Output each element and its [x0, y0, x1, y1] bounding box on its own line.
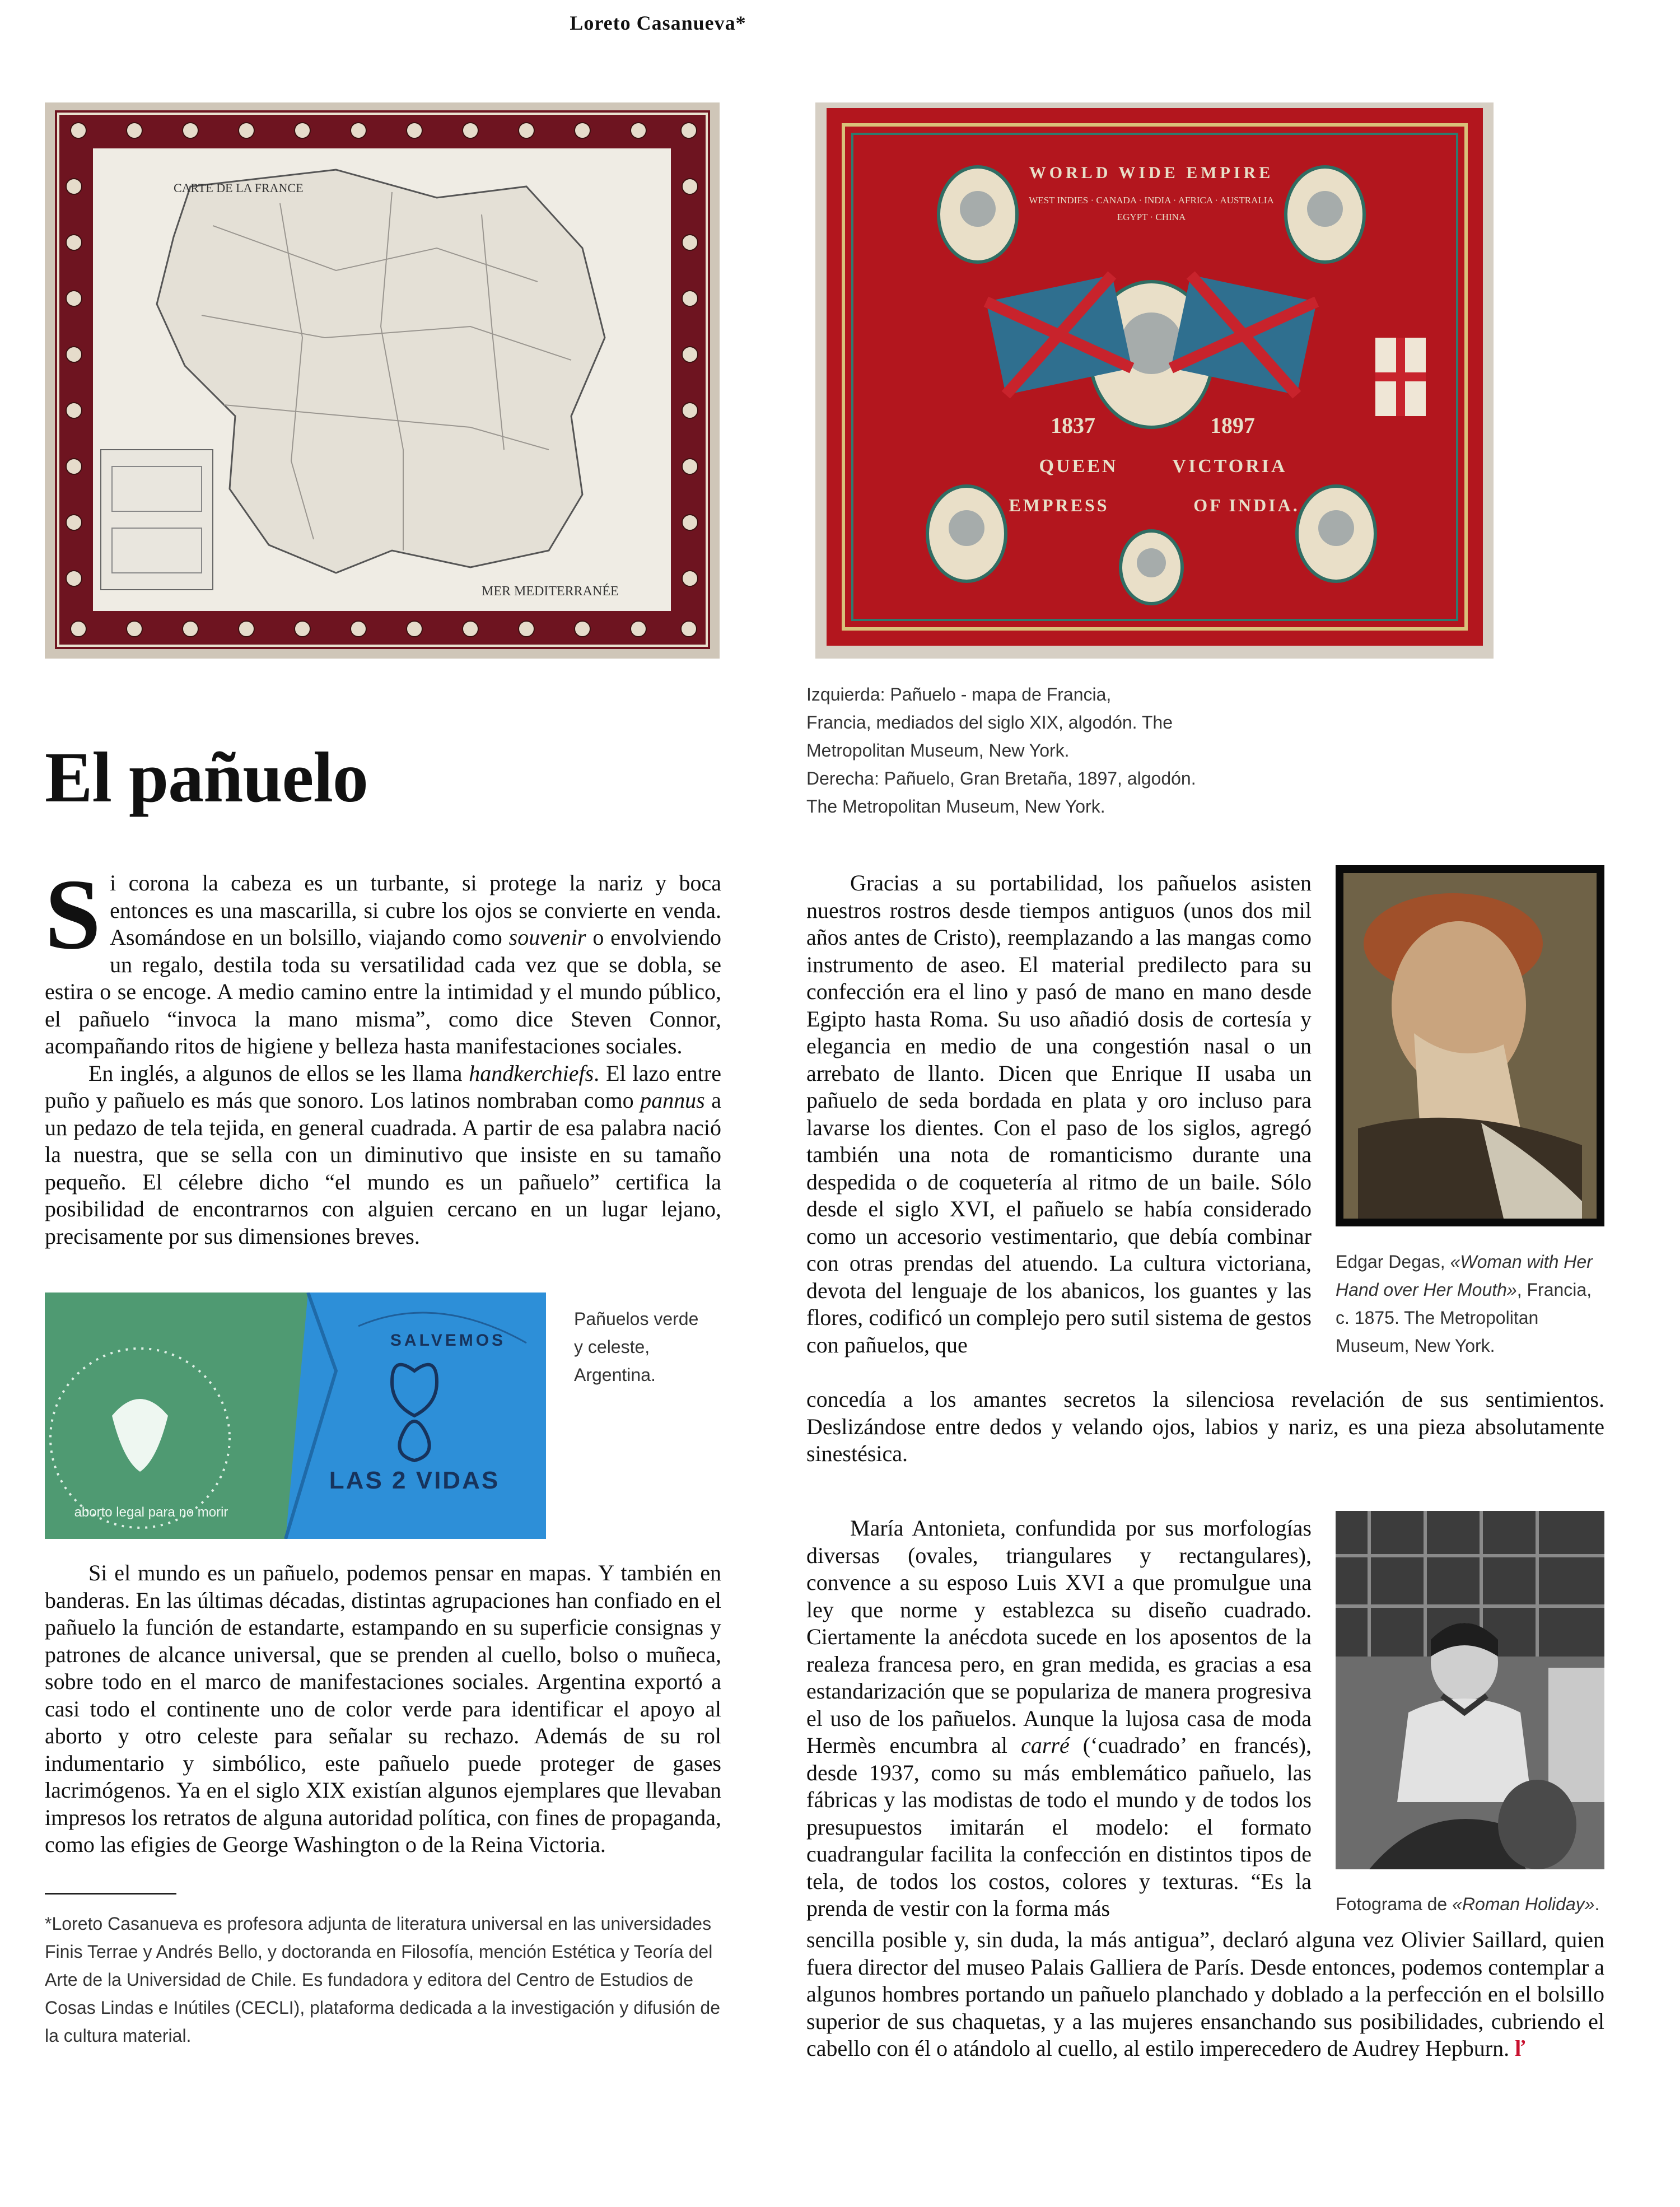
caption-line: Francia, mediados del siglo XIX, algodón. The [806, 712, 1173, 732]
caption-title: «Woman with Her Hand over Her Mouth» [1336, 1252, 1593, 1300]
victoria-empress-text: EMPRESS [1009, 495, 1109, 515]
paragraph-text: a un pedazo de tela tejida, en general cuadrada. A partir de esa palabra nació la nuestra, que se sella con un diminutivo que insiste en su tamaño pequeño. El célebre dicho “el mundo es un pañuelo” certifica la posibilidad de encontrarnos con alguien cercano en un lugar lejano, precisamente por sus dimensiones breves. [45, 1088, 722, 1249]
roman-holiday-caption [1336, 1890, 1604, 1918]
protest-scarves-image [45, 1293, 546, 1539]
paragraph-text: o envolviendo un regalo, destila toda su versatilidad cada vez que se dobla, se estira o se encoge. A medio camino entre la intimidad y el mundo público, el pañuelo “invoca la mano misma”, como dice Steven Connor, acompañando ritos de higiene y belleza hasta manifestaciones sociales. [45, 925, 721, 1058]
victoria-scarf-image [815, 102, 1494, 659]
blue-scarf-bottom-text: LAS 2 VIDAS [329, 1467, 500, 1494]
caption-line: y celeste, [574, 1337, 650, 1357]
paragraph-5-continued [806, 1926, 1604, 2063]
caption-line: Derecha: Pañuelo, Gran Bretaña, 1897, algodón. [806, 768, 1196, 788]
paragraph-2 [45, 1060, 721, 1251]
map-sea-text: MER MEDITERRANÉE [482, 584, 619, 599]
left-column-bottom [45, 1560, 721, 1859]
article-title: El pañuelo [45, 738, 368, 817]
map-title-text: CARTE DE LA FRANCE [174, 181, 304, 195]
victoria-inner-names2-text: EGYPT · CHINA [1117, 212, 1186, 222]
caption-text: . [1594, 1894, 1600, 1914]
degas-painting-image [1336, 865, 1604, 1226]
victoria-name-text: VICTORIA [1172, 456, 1287, 477]
victoria-queen-text: QUEEN [1039, 456, 1118, 477]
scarves-caption [806, 680, 1299, 820]
paragraph-5 [806, 1515, 1312, 1923]
paragraph-3: Si el mundo es un pañuelo, podemos pensar en mapas. Y también en banderas. En las últimas décadas, distintas agrupaciones han confiado en el pañuelo la función de estandarte, estampando en su superficie consignas y patrones de alcance universal, que se prenden al cuello, bolso o muñeca, sobre todo en el marco de manifestaciones sociales. Argentina exportó a casi todo el continente uno de color verde para identificar el apoyo al aborto y otro celeste para señalar su rechazo. Además de su rol indumentario y simbólico, este pañuelo puede proteger de gases lacrimógenos. Ya en el siglo XIX existían algunos ejemplares que llevaban impresos los retratos de alguna autoridad política, con fines de propaganda, como las efigies de George Washington o de la Reina Victoria. [45, 1560, 721, 1857]
blue-scarf-top-text: SALVEMOS [390, 1331, 506, 1350]
right-column-p4-narrow [806, 870, 1312, 1359]
caption-line: Argentina. [574, 1365, 656, 1385]
caption-text: Edgar Degas, [1336, 1252, 1450, 1272]
paragraph-4: Gracias a su portabilidad, los pañuelos asisten nuestros rostros desde tiempos antiguos (unos dos mil años antes de Cristo), reemplazando a las mangas como instrumento de aseo. El material predilecto para su confección era el lino y pasó de mano en mano desde Egipto hasta Roma. Su uso añadió dosis de cortesía y elegancia en medio de una congestión nasal o un arrebato de llanto. Dicen que Enrique II usaba un pañuelo de seda bordada en plata y oro incluso para lavarse los dientes. Con el paso de los siglos, agregó también una nota de romanticismo durante una despedida o de coquetería al ritmo de un baile. Sólo desde el siglo XVI, el pañuelo se había considerado como un accesorio vestimentario, que debía combinar con otras prendas del atuendo. La cultura victoriana, devota del lenguaje de los abanicos, los guantes y las flores, codificó un complejo pero sutil sistema de gestos con pañuelos, que [806, 870, 1312, 1357]
green-scarf-text: aborto legal para no morir [74, 1505, 228, 1520]
paragraph-1 [45, 858, 721, 1060]
victoria-year-right: 1897 [1210, 413, 1255, 438]
emphasis-text: pannus [640, 1088, 705, 1113]
caption-text: Fotograma de [1336, 1894, 1453, 1914]
paragraph-4-continued: concedía a los amantes secretos la silenciosa revelación de sus sentimientos. Deslizándose entre dedos y velando ojos, labios y nariz, es una pieza absolutamente sinestésica. [806, 1387, 1604, 1466]
protest-caption [574, 1305, 720, 1389]
paragraph-text: (‘cuadrado’ en francés), desde 1937, como su más emblemático pañuelo, las fábricas y las modistas de todo el mundo y de todos los presupuestos imitarán el modelo: el formato cuadrangular facilita la confección en distintos tipos de tela, de todos los costos, colores y texturas. “Es la prenda de vestir con la forma más [806, 1733, 1312, 1921]
emphasis-text: handkerchiefs [469, 1060, 594, 1086]
paragraph-text: i corona la cabeza es un turbante, si protege la nariz y boca entonces es una mascarilla, si cubre los ojos se convierte en venda. Asomándose en un bolsillo, viajando como [110, 870, 721, 950]
map-scarf-image [45, 102, 720, 659]
victoria-year-left: 1837 [1051, 413, 1095, 438]
victoria-of-india-text: OF INDIA. [1193, 495, 1300, 515]
right-column-p4-wide [806, 1386, 1604, 1468]
left-column-top [45, 858, 722, 1250]
paragraph-text: sencilla posible y, sin duda, la más antigua”, declaró alguna vez Olivier Saillard, quien fuera director del museo Palais Galliera de París. Desde entonces, podemos contemplar a algunos hombres portando un pañuelo planchado y doblado a la perfección en el bolsillo superior de sus chaquetas, y a las mujeres ensanchando sus posibilidades, cubriendo el cabello con él o atándolo al cuello, al estilo imperecedero de Audrey Hepburn. [806, 1927, 1604, 2061]
caption-line: Izquierda: Pañuelo - mapa de Francia, [806, 684, 1112, 704]
paragraph-text: María Antonieta, confundida por sus morfologías diversas (ovales, triangulares y rectangulares), convence a su esposo Luis XVI a que promulgue una ley que norme y establezca su diseño cuadrado. Ciertamente la anécdota sucede en los aposentos de la realeza francesa pero, en gran medida, es gracias a esa estandarización que se populariza de manera progresiva el uso de los pañuelos. Aunque la lujosa casa de moda Hermès encumbra al [806, 1515, 1312, 1758]
caption-title: «Roman Holiday» [1452, 1894, 1595, 1914]
footnote-divider [45, 1893, 176, 1895]
roman-holiday-still-image [1336, 1511, 1604, 1869]
victoria-banner-text: WORLD WIDE EMPIRE [1029, 164, 1274, 182]
right-column-p5-narrow [806, 1515, 1312, 1923]
degas-caption [1336, 1248, 1604, 1360]
author-header: Loreto Casanueva* [570, 12, 746, 34]
victoria-inner-names-text: WEST INDIES · CANADA · INDIA · AFRICA · AUSTRALIA [1029, 195, 1274, 206]
footnote: *Loreto Casanueva es profesora adjunta de literatura universal en las universidades Finis Terrae y Andrés Bello, y doctoranda en Filosofía, mención Estética y Teoría del Arte de la Universidad de Chile. Es fundadora y editora del Centro de Estudios de Cosas Lindas e Inútiles (CECLI), plataforma dedicada a la investigación y difusión de la cultura material. [45, 1914, 720, 2046]
paragraph-text: . El lazo entre puño y pañuelo es más que sonoro. Los latinos nombraban como [45, 1060, 721, 1113]
caption-line: Pañuelos verde [574, 1309, 699, 1329]
caption-text: , Francia, c. 1875. The Metropolitan Museum, New York. [1336, 1280, 1592, 1356]
emphasis-text: souvenir [508, 925, 586, 950]
paragraph-text: En inglés, a algunos de ellos se les llama [88, 1060, 469, 1086]
drop-cap: S [45, 858, 101, 970]
end-mark-icon: ľ [1515, 2036, 1525, 2061]
emphasis-text: carré [1021, 1733, 1070, 1758]
caption-line: The Metropolitan Museum, New York. [806, 796, 1105, 816]
right-column-p5-wide [806, 1926, 1604, 2063]
caption-line: Metropolitan Museum, New York. [806, 740, 1070, 760]
